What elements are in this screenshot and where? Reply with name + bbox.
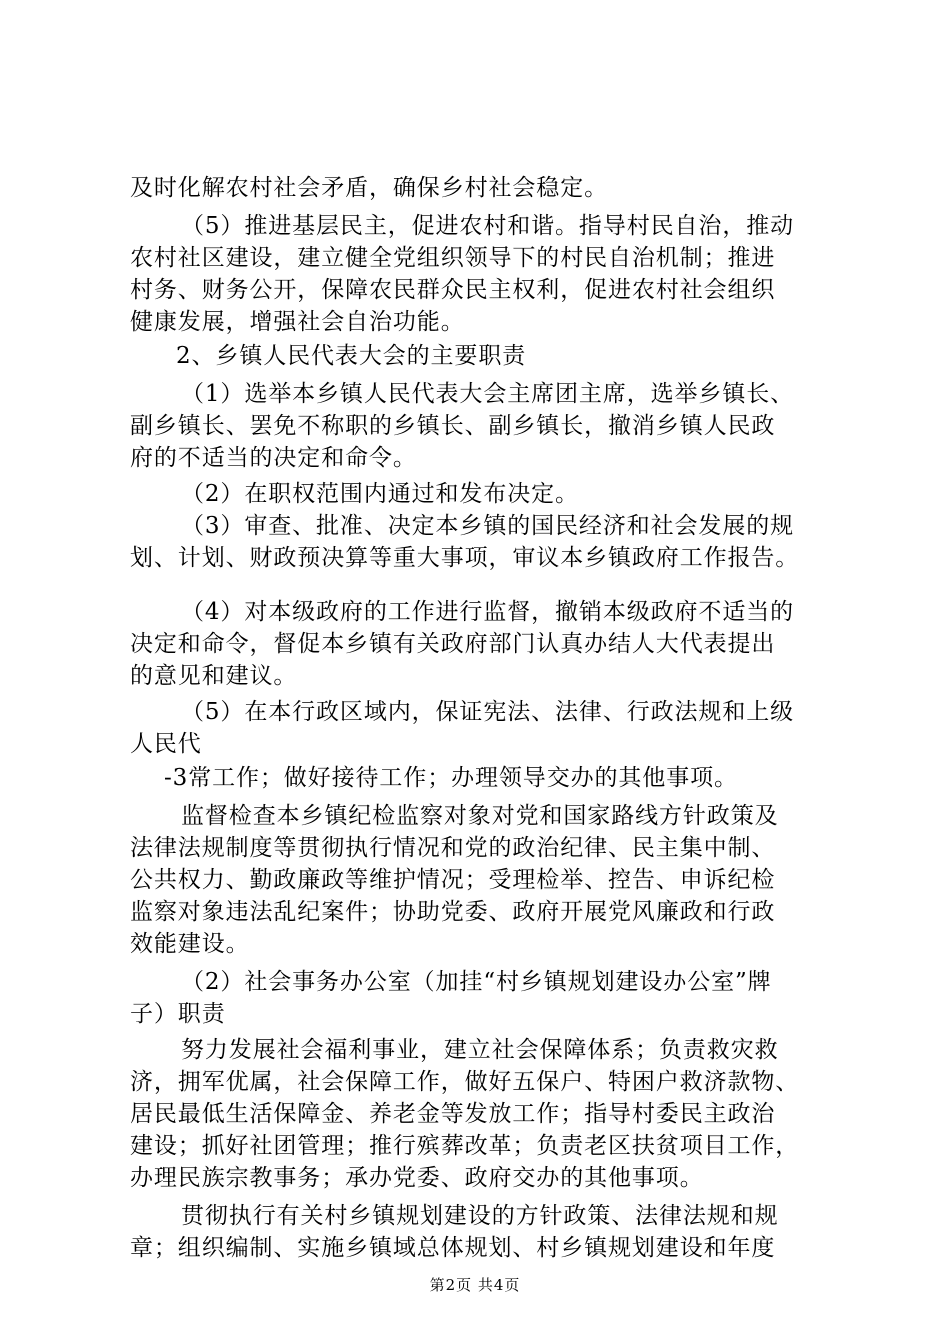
- text-line: 贯彻执行有关村乡镇规划建设的方针政策、法律法规和规: [181, 1203, 779, 1229]
- text-line: 努力发展社会福利事业，建立社会保障体系；负责救灾救: [181, 1037, 779, 1063]
- text-line: 决定和命令，督促本乡镇有关政府部门认真办结人大代表提出: [130, 631, 776, 657]
- section-heading: 2、乡镇人民代表大会的主要职责: [176, 343, 527, 369]
- text-line: 的意见和建议。: [130, 663, 298, 689]
- text-line: （5）推进基层民主，促进农村和谐。指导村民自治，推动: [181, 213, 795, 239]
- text-line: （2）社会事务办公室（加挂“村乡镇规划建设办公室”牌: [181, 969, 772, 995]
- text-line: 监察对象违法乱纪案件；协助党委、政府开展党风廉政和行政: [130, 899, 776, 925]
- text-line: 章；组织编制、实施乡镇域总体规划、村乡镇规划建设和年度: [130, 1235, 776, 1261]
- text-line: 副乡镇长、罢免不称职的乡镇长、副乡镇长，撤消乡镇人民政: [130, 413, 776, 439]
- text-line: 农村社区建设，建立健全党组织领导下的村民自治机制；推进: [130, 245, 776, 271]
- text-line: 办理民族宗教事务；承办党委、政府交办的其他事项。: [130, 1165, 704, 1191]
- text-line: 济，拥军优属，社会保障工作，做好五保户、特困户救济款物、: [130, 1069, 800, 1095]
- text-line: （3）审查、批准、决定本乡镇的国民经济和社会发展的规: [181, 513, 795, 539]
- text-line: 建设；抓好社团管理；推行殡葬改革；负责老区扶贫项目工作，: [130, 1133, 800, 1159]
- text-line: 及时化解农村社会矛盾，确保乡村社会稳定。: [130, 175, 608, 201]
- text-line: 居民最低生活保障金、养老金等发放工作；指导村委民主政治: [130, 1101, 776, 1127]
- text-line: （1）选举本乡镇人民代表大会主席团主席，选举乡镇长、: [181, 381, 795, 407]
- text-line: （5）在本行政区域内，保证宪法、法律、行政法规和上级: [181, 699, 795, 725]
- text-line: 划、计划、财政预决算等重大事项，审议本乡镇政府工作报告。: [130, 545, 800, 571]
- text-line: 子）职责: [130, 1001, 226, 1027]
- text-line: 村务、财务公开，保障农民群众民主权利，促进农村社会组织: [130, 277, 776, 303]
- text-line: 府的不适当的决定和命令。: [130, 445, 417, 471]
- text-line: 公共权力、勤政廉政等维护情况；受理检举、控告、申诉纪检: [130, 867, 776, 893]
- text-line: 健康发展，增强社会自治功能。: [130, 309, 465, 335]
- text-line: （2）在职权范围内通过和发布决定。: [181, 481, 579, 507]
- page-footer: 第2页 共4页: [429, 1276, 521, 1294]
- text-line: （4）对本级政府的工作进行监督，撤销本级政府不适当的: [181, 599, 795, 625]
- text-line: 效能建设。: [130, 931, 250, 957]
- text-line: 法律法规制度等贯彻执行情况和党的政治纪律、民主集中制、: [130, 835, 776, 861]
- text-line: 人民代: [130, 731, 202, 757]
- text-line: 监督检查本乡镇纪检监察对象对党和国家路线方针政策及: [181, 803, 779, 829]
- text-line: -3常工作；做好接待工作；办理领导交办的其他事项。: [164, 765, 738, 791]
